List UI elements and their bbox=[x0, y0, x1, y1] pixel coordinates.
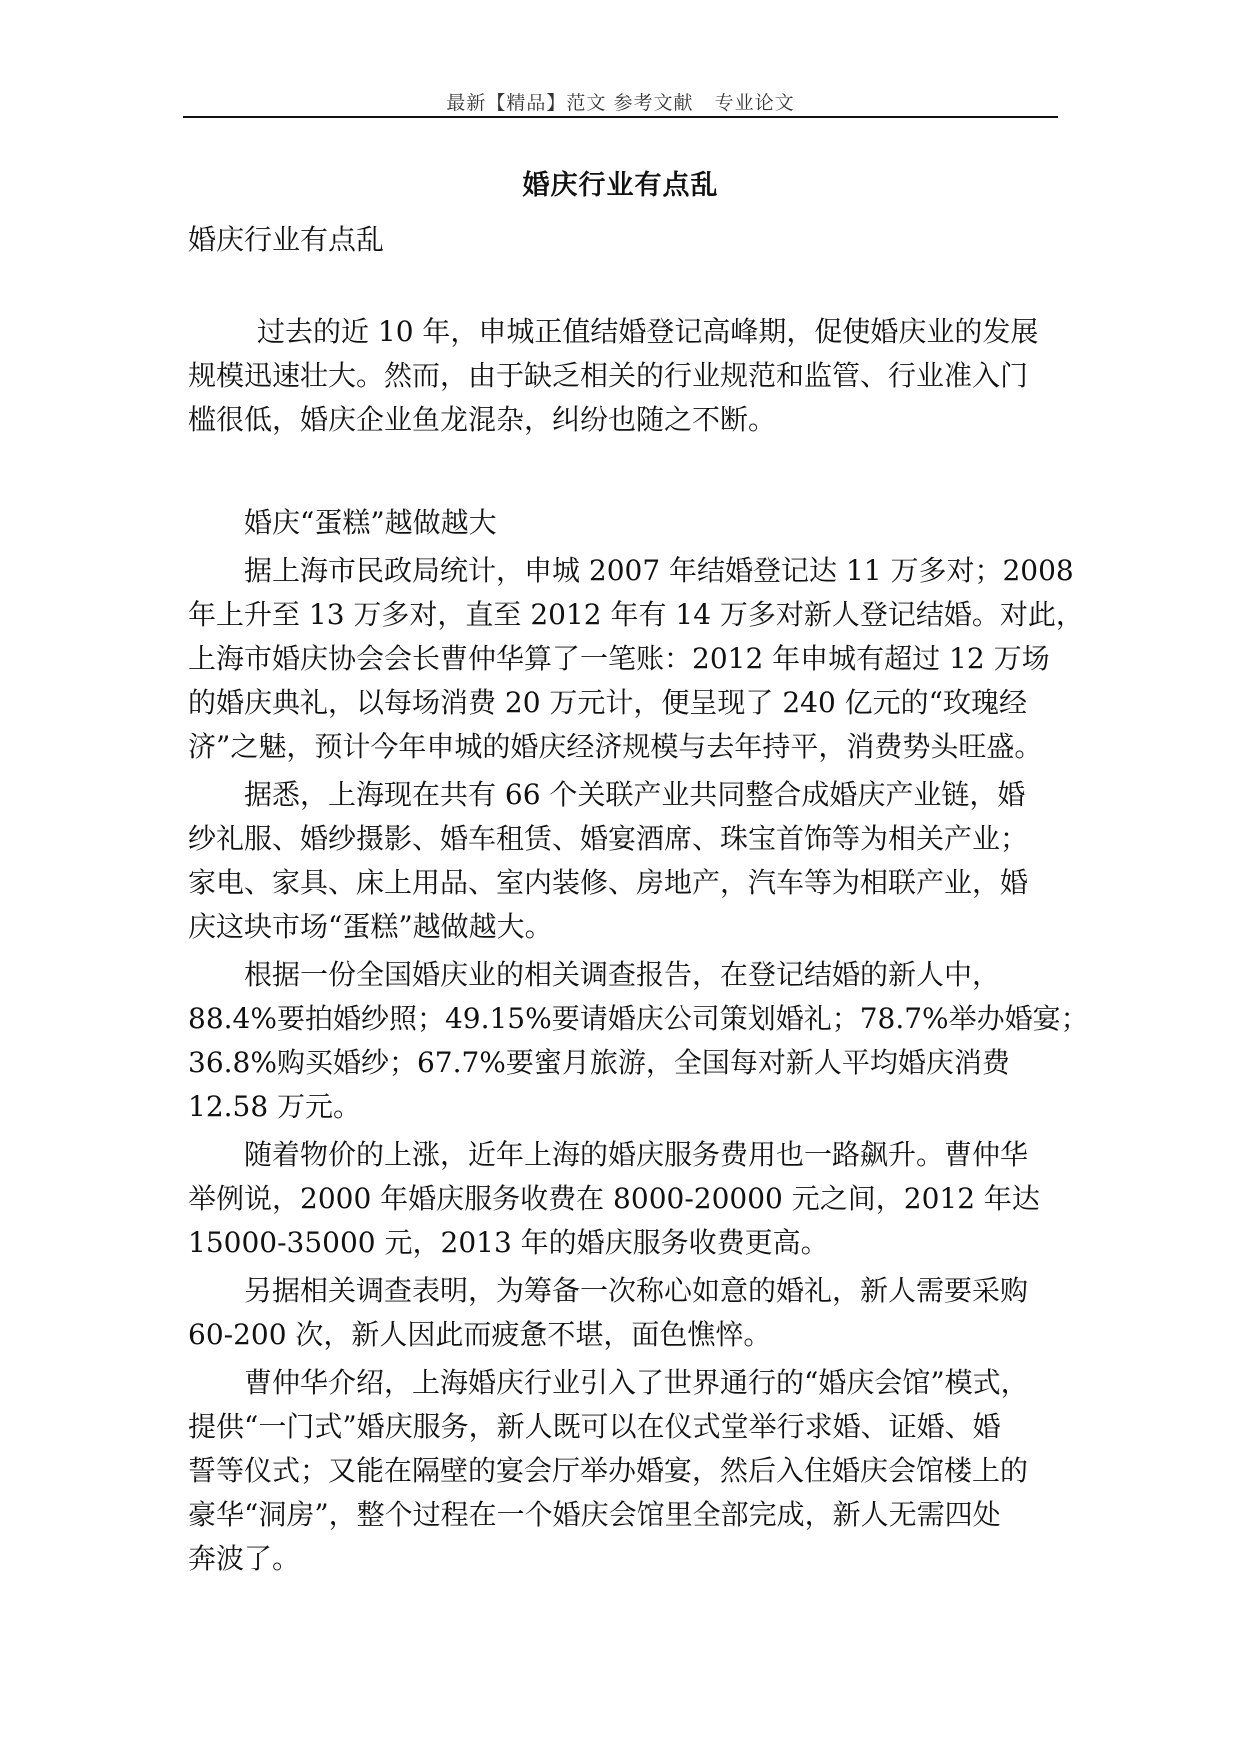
body-paragraph bbox=[188, 773, 1058, 949]
section-heading: 婚庆“蛋糕”越做越大 bbox=[244, 506, 497, 539]
intro-paragraph bbox=[188, 310, 1058, 442]
paragraph-line: 豪华“洞房”，整个过程在一个婚庆会馆里全部完成，新人无需四处 bbox=[188, 1498, 1001, 1531]
paragraph-line: 15000-35000 元，2013 年的婚庆服务收费更高。 bbox=[188, 1226, 829, 1259]
paragraph-line: 年上升至 13 万多对，直至 2012 年有 14 万多对新人登记结婚。对此， bbox=[188, 598, 1084, 631]
paragraph-line: 誓等仪式；又能在隔壁的宴会厅举办婚宴，然后入住婚庆会馆楼上的 bbox=[188, 1454, 1029, 1487]
paragraph-line: 88.4%要拍婚纱照；49.15%要请婚庆公司策划婚礼；78.7%举办婚宴； bbox=[188, 1002, 1089, 1035]
body-paragraph bbox=[188, 953, 1089, 1129]
header-divider bbox=[183, 116, 1058, 118]
header-text: 最新【精品】范文 参考文献 专业论文 bbox=[446, 92, 795, 114]
paragraph-line: 规模迅速壮大。然而，由于缺乏相关的行业规范和监管、行业准入门 bbox=[188, 359, 1029, 392]
paragraph-line: 纱礼服、婚纱摄影、婚车租赁、婚宴酒席、珠宝首饰等为相关产业； bbox=[188, 822, 1029, 855]
body-paragraph bbox=[188, 1361, 1058, 1581]
body-paragraph bbox=[188, 1133, 1058, 1265]
paragraph-line: 根据一份全国婚庆业的相关调查报告，在登记结婚的新人中， bbox=[244, 958, 1001, 991]
paragraph-line: 槛很低，婚庆企业鱼龙混杂，纠纷也随之不断。 bbox=[188, 403, 777, 436]
document-body bbox=[188, 218, 1089, 1581]
paragraph-line: 奔波了。 bbox=[188, 1542, 301, 1575]
paragraph-line: 36.8%购买婚纱；67.7%要蜜月旅游，全国每对新人平均婚庆消费 bbox=[188, 1046, 1010, 1079]
paragraph-line: 的婚庆典礼，以每场消费 20 万元计，便呈现了 240 亿元的“玫瑰经 bbox=[188, 686, 1027, 719]
document-subtitle: 婚庆行业有点乱 bbox=[188, 223, 385, 256]
paragraph-line: 12.58 万元。 bbox=[188, 1090, 362, 1123]
paragraph-line: 60-200 次，新人因此而疲惫不堪，面色憔悴。 bbox=[188, 1318, 772, 1351]
paragraph-line: 上海市婚庆协会会长曹仲华算了一笔账：2012 年申城有超过 12 万场 bbox=[188, 642, 1050, 675]
paragraph-line: 家电、家具、床上用品、室内装修、房地产，汽车等为相联产业，婚 bbox=[188, 866, 1029, 899]
document-title: 婚庆行业有点乱 bbox=[522, 170, 719, 201]
paragraph-line: 据上海市民政局统计，申城 2007 年结婚登记达 11 万多对；2008 bbox=[244, 554, 1074, 587]
paragraph-line: 据悉，上海现在共有 66 个关联产业共同整合成婚庆产业链，婚 bbox=[244, 778, 1026, 811]
paragraph-line: 过去的近 10 年，申城正值结婚登记高峰期，促使婚庆业的发展 bbox=[257, 315, 1039, 348]
paragraph-line: 举例说，2000 年婚庆服务收费在 8000-20000 元之间，2012 年达 bbox=[188, 1182, 1040, 1215]
paragraph-line: 随着物价的上涨，近年上海的婚庆服务费用也一路飙升。曹仲华 bbox=[244, 1138, 1029, 1171]
paragraph-line: 提供“一门式”婚庆服务，新人既可以在仪式堂举行求婚、证婚、婚 bbox=[188, 1410, 1001, 1443]
paragraph-line: 曹仲华介绍，上海婚庆行业引入了世界通行的“婚庆会馆”模式， bbox=[244, 1366, 1029, 1399]
body-paragraph bbox=[188, 549, 1084, 769]
paragraph-line: 济”之魅，预计今年申城的婚庆经济规模与去年持平，消费势头旺盛。 bbox=[188, 730, 1043, 763]
paragraph-line: 庆这块市场“蛋糕”越做越大。 bbox=[188, 910, 553, 943]
body-paragraph bbox=[188, 1269, 1058, 1357]
paragraph-line: 另据相关调查表明，为筹备一次称心如意的婚礼，新人需要采购 bbox=[244, 1274, 1029, 1307]
